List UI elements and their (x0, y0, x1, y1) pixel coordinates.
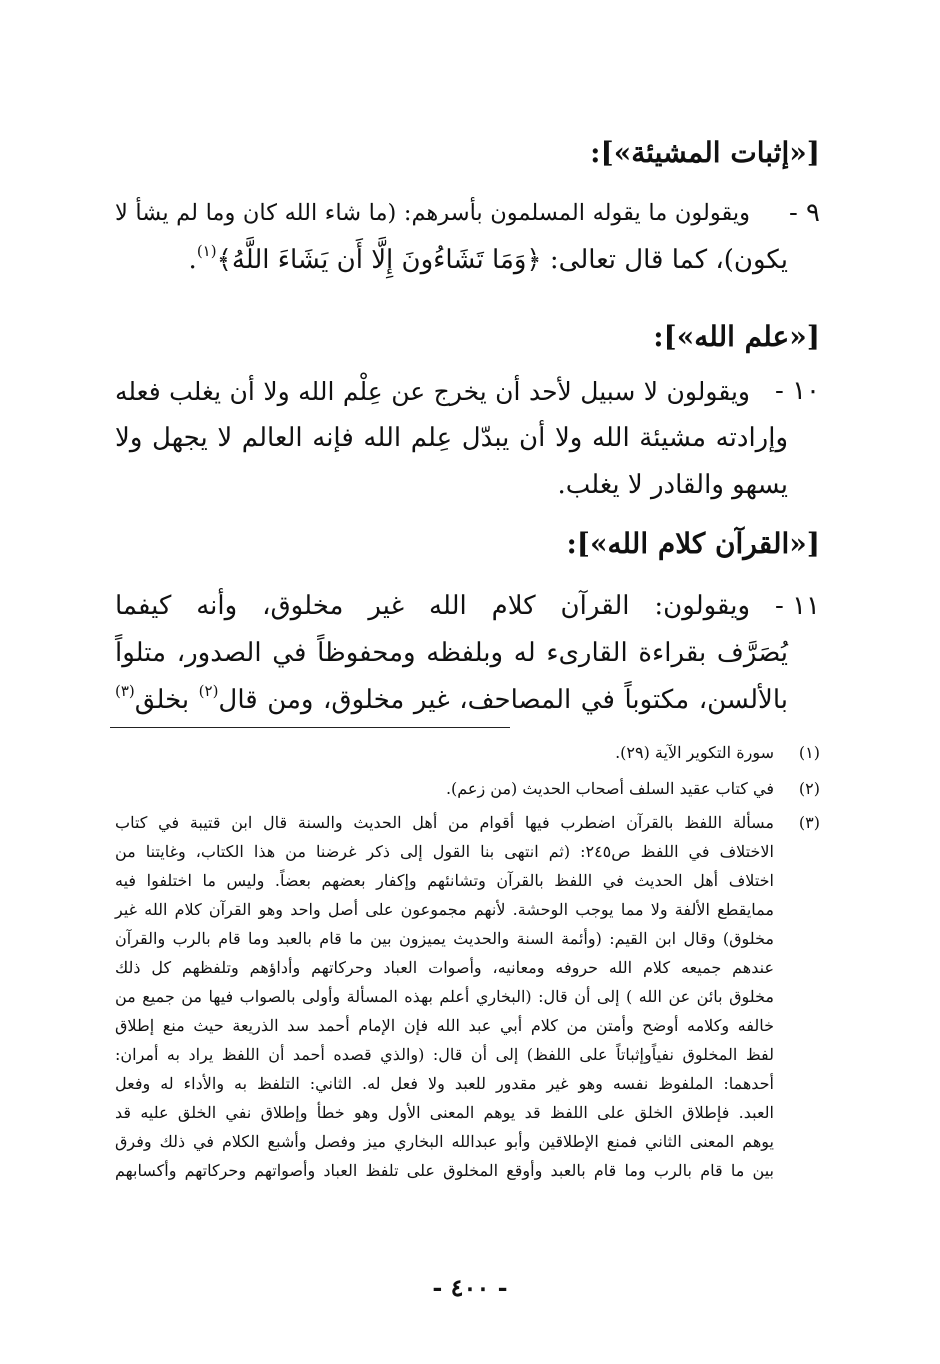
paragraph-9 (115, 190, 820, 284)
footnote-line: مسألة اللفظ بالقرآن اضطرب فيها أقوام من أهل الحديث والسنة قال ابن قتيبة في كتاب (115, 813, 774, 832)
footnote-line: يوهم المعنى الثاني فمنع الإطلاقين وأبو عبدالله البخاري ميز وفصل وأشبع الكلام في ذلك وفرق (115, 1132, 774, 1151)
section-heading-quran-word-of-god: [«القرآن كلام الله»]: (566, 527, 820, 560)
footnote-ref: (١) (196, 242, 217, 260)
footnote-number: (٢) (798, 779, 820, 798)
page-number: - ٤٠٠ - (432, 1273, 508, 1302)
paragraph-line (115, 237, 820, 284)
footnote-line: عندهم جميعه كلام الله حروفه ومعانيه، وأصوات العباد وحركاتهم وأداؤهم وتلفظهم كل ذلك (115, 958, 774, 977)
footnote-2 (115, 774, 820, 803)
paragraph-number: ١٠ - (775, 376, 820, 406)
paragraph-11 (115, 583, 820, 724)
paragraph-line: وإرادته مشيئة الله ولا أن يبدّل عِلم الله فإنه العالم لا يجهل ولا (115, 423, 788, 453)
paragraph-number: ٩ - (788, 198, 820, 228)
line-text: بخلق (134, 685, 199, 715)
footnote-number: (٣) (798, 813, 820, 832)
paragraph-line: ويقولون لا سبيل لأحد أن يخرج عن عِلْم الله ولا أن يغلب فعله (115, 377, 750, 406)
footnote-ref: (٢) (198, 682, 219, 700)
footnote-line: مخلوق) وقال ابن القيم: (وأئمة السنة والحديث يميزون بين ما قام بالعبد وما قام بالرب والقرآن (115, 929, 774, 948)
paragraph-line: ويقولون ما يقوله المسلمون بأسرهم: (ما شاء الله كان وما لم يشأ لا (115, 200, 750, 226)
paragraph-line: يُصَرَّف بقراءة القارىء له وبلفظه ومحفوظاً في الصدور، متلواً (115, 638, 788, 668)
line-text: يكون)، كما قال تعالى: ﴿وَمَا تَشَاءُونَ إِلَّا أَن يَشَاءَ اللَّهُ﴾ (216, 245, 788, 275)
paragraph-number: ١١ - (775, 591, 820, 621)
section-heading-divine-will: [«إثبات المشيئة»]: (590, 136, 820, 169)
footnote-1 (115, 738, 820, 767)
footnote-line: ممايقطع الألفة ولا مما يوجب الوحشة. لأنهم مجموعون على أصل واحد وهو القرآن كلام الله غير (115, 900, 774, 919)
paragraph-line (115, 677, 820, 724)
section-heading-knowledge-of-god: [«علم الله»]: (653, 320, 820, 353)
line-end: . (188, 245, 197, 275)
footnote-line: بين ما قام بالرب وما قام بالعبد وأوقع المخلوق على تلفظ العباد وأصواتهم وحركاتهم وأكسابهم (115, 1161, 774, 1180)
footnote-number: (١) (798, 743, 820, 762)
paragraph-10 (115, 368, 820, 509)
footnote-separator (110, 727, 510, 728)
footnote-line: الاختلاف في اللفظ ص٢٤٥: (ثم انتهى بنا القول إلى ذكر غرضنا من هذا الكتاب، وغايتنا من (115, 842, 774, 861)
footnote-ref: (٣) (115, 682, 135, 700)
footnote-line: لفظ المخلوق نفياًوإثباتاً على اللفظ) إلى أن قال: (والذي قصده أحمد أن اللفظ يراد به أمران: (115, 1045, 774, 1064)
footnote-line: العبد. فإطلاق الخلق على اللفظ قد يوهم المعنى الأول وهو خطأ وإطلاق نفي الخلق عليه قد (115, 1103, 774, 1122)
footnote-line: أحدهما: الملفوظ نفسه وهو غير مقدور للعبد ولا فعل له. الثاني: التلفظ به والأداء له وفعل (115, 1074, 774, 1093)
line-text: بالألسن، مكتوباً في المصاحف، غير مخلوق، ومن قال (218, 685, 788, 715)
paragraph-line: ويقولون: القرآن كلام الله غير مخلوق، وأنه كيفما (115, 591, 750, 621)
footnote-line: سورة التكوير الآية (٢٩). (615, 743, 774, 762)
footnote-3 (115, 808, 820, 1185)
paragraph-line: يسهو والقادر لا يغلب. (557, 470, 788, 500)
footnote-line: خالفه وكلامه أوضح وأمتن من كلام أبي عبد الله فإن الإمام أحمد سد الذريعة حيث منع إطلاق (115, 1016, 774, 1035)
footnote-line: في كتاب عقيد السلف أصحاب الحديث (من زعم). (445, 779, 774, 798)
footnote-line: مخلوق بائن عن الله ) إلى أن قال: (البخاري أعلم بهذه المسألة وأولى بالصواب فيها من جميع من (115, 987, 774, 1006)
footnote-line: اختلاف أهل الحديث في اللفظ بالقرآن وتشانئهم وإكفار بعضهم بعضاً. وليس ما اختلفوا فيه (115, 871, 774, 890)
